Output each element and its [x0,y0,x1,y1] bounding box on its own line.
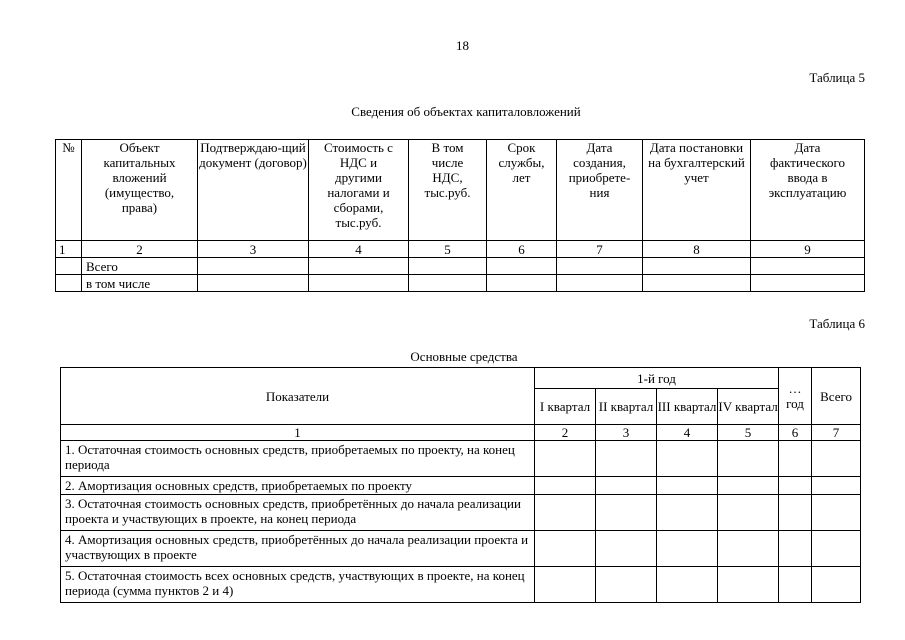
header-cell-object: Объект капитальных вложений (имущество, права) [82,140,198,241]
column-number: 9 [751,241,865,258]
table-cell [557,258,643,275]
indicator-label: 2. Амортизация основных средств, приобретаемых по проекту [61,477,535,495]
table-cell [596,441,657,477]
table-cell [596,477,657,495]
table-cell [309,258,409,275]
table-row-including [56,275,865,292]
table-cell [487,275,557,292]
table-6-title: Основные средства [410,349,518,364]
table-cell [535,441,596,477]
header-cell-quarter-2: II квартал [596,389,657,425]
table-5-label: Таблица 5 [809,70,865,85]
table-5-header-row [56,140,865,241]
table-cell [557,275,643,292]
header-cell-ellipsis-year: … год [779,368,812,425]
table-cell [535,495,596,531]
row-label-total: Всего [82,258,198,275]
table-cell [56,258,82,275]
table-cell [657,531,718,567]
column-number: 2 [535,425,596,441]
row-label-including: в том числе [82,275,198,292]
column-number: 8 [643,241,751,258]
table-cell [409,258,487,275]
table-cell [718,531,779,567]
header-cell-accounting-date: Дата постановки на бухгалтерский учет [643,140,751,241]
table-cell [657,567,718,603]
table-cell [198,258,309,275]
column-number: 1 [61,425,535,441]
table-cell [812,477,861,495]
table-cell [596,567,657,603]
column-number: 4 [657,425,718,441]
table-cell [812,531,861,567]
table-cell [718,441,779,477]
table-cell [812,495,861,531]
table-cell [487,258,557,275]
header-cell-cost: Стоимость с НДС и другими налогами и сборами, тыс.руб. [309,140,409,241]
table-row [61,441,861,477]
table-row [61,477,861,495]
column-number: 1 [56,241,82,258]
table-cell [779,495,812,531]
indicator-label: 4. Амортизация основных средств, приобретённых до начала реализации проекта и участвующих в проекте [61,531,535,567]
header-cell-document: Подтверждаю-щий документ (договор) [198,140,309,241]
table-cell [718,567,779,603]
header-cell-vat: В том числе НДС, тыс.руб. [409,140,487,241]
table-cell [643,275,751,292]
table-cell [535,567,596,603]
header-cell-creation-date: Дата создания, приобрете-ния [557,140,643,241]
table-row [61,567,861,603]
fixed-assets-table [60,367,861,603]
table-cell [657,477,718,495]
column-number: 6 [487,241,557,258]
table-cell [309,275,409,292]
table-cell [779,441,812,477]
table-cell [535,531,596,567]
header-cell-quarter-3: III квартал [657,389,718,425]
table-5-title: Сведения об объектах капиталовложений [351,104,581,119]
column-number: 6 [779,425,812,441]
table-cell [657,495,718,531]
table-cell [198,275,309,292]
table-cell [779,531,812,567]
page-number: 18 [456,38,469,53]
table-cell [657,441,718,477]
header-cell-quarter-4: IV квартал [718,389,779,425]
header-cell-indicators: Показатели [61,368,535,425]
indicator-label: 1. Остаточная стоимость основных средств, приобретаемых по проекту, на конец периода [61,441,535,477]
table-cell [596,495,657,531]
column-number: 5 [718,425,779,441]
table-cell [535,477,596,495]
header-cell-commissioning-date: Дата фактического ввода в эксплуатацию [751,140,865,241]
table-cell [751,275,865,292]
indicator-label: 5. Остаточная стоимость всех основных средств, участвующих в проекте, на конец периода (сумма пунктов 2 и 4) [61,567,535,603]
table-6-header-row-1 [61,368,861,389]
table-cell [812,441,861,477]
header-cell-total: Всего [812,368,861,425]
table-cell [751,258,865,275]
table-row-total [56,258,865,275]
table-cell [596,531,657,567]
column-number: 2 [82,241,198,258]
table-cell [779,477,812,495]
table-cell [409,275,487,292]
header-cell-service-life: Срок службы, лет [487,140,557,241]
column-number: 7 [557,241,643,258]
table-cell [718,477,779,495]
table-row [61,531,861,567]
header-cell-number: № [56,140,82,241]
column-number: 7 [812,425,861,441]
table-row [61,495,861,531]
table-5-numbering-row [56,241,865,258]
capital-investments-table [55,139,865,292]
table-6-numbering-row [61,425,861,441]
table-cell [812,567,861,603]
header-cell-year-1: 1-й год [535,368,779,389]
table-cell [718,495,779,531]
table-cell [643,258,751,275]
header-cell-quarter-1: I квартал [535,389,596,425]
indicator-label: 3. Остаточная стоимость основных средств, приобретённых до начала реализации проекта и участвующих в проекте, на конец периода [61,495,535,531]
column-number: 3 [198,241,309,258]
column-number: 4 [309,241,409,258]
column-number: 5 [409,241,487,258]
table-6-label: Таблица 6 [809,316,865,331]
table-cell [56,275,82,292]
column-number: 3 [596,425,657,441]
table-cell [779,567,812,603]
